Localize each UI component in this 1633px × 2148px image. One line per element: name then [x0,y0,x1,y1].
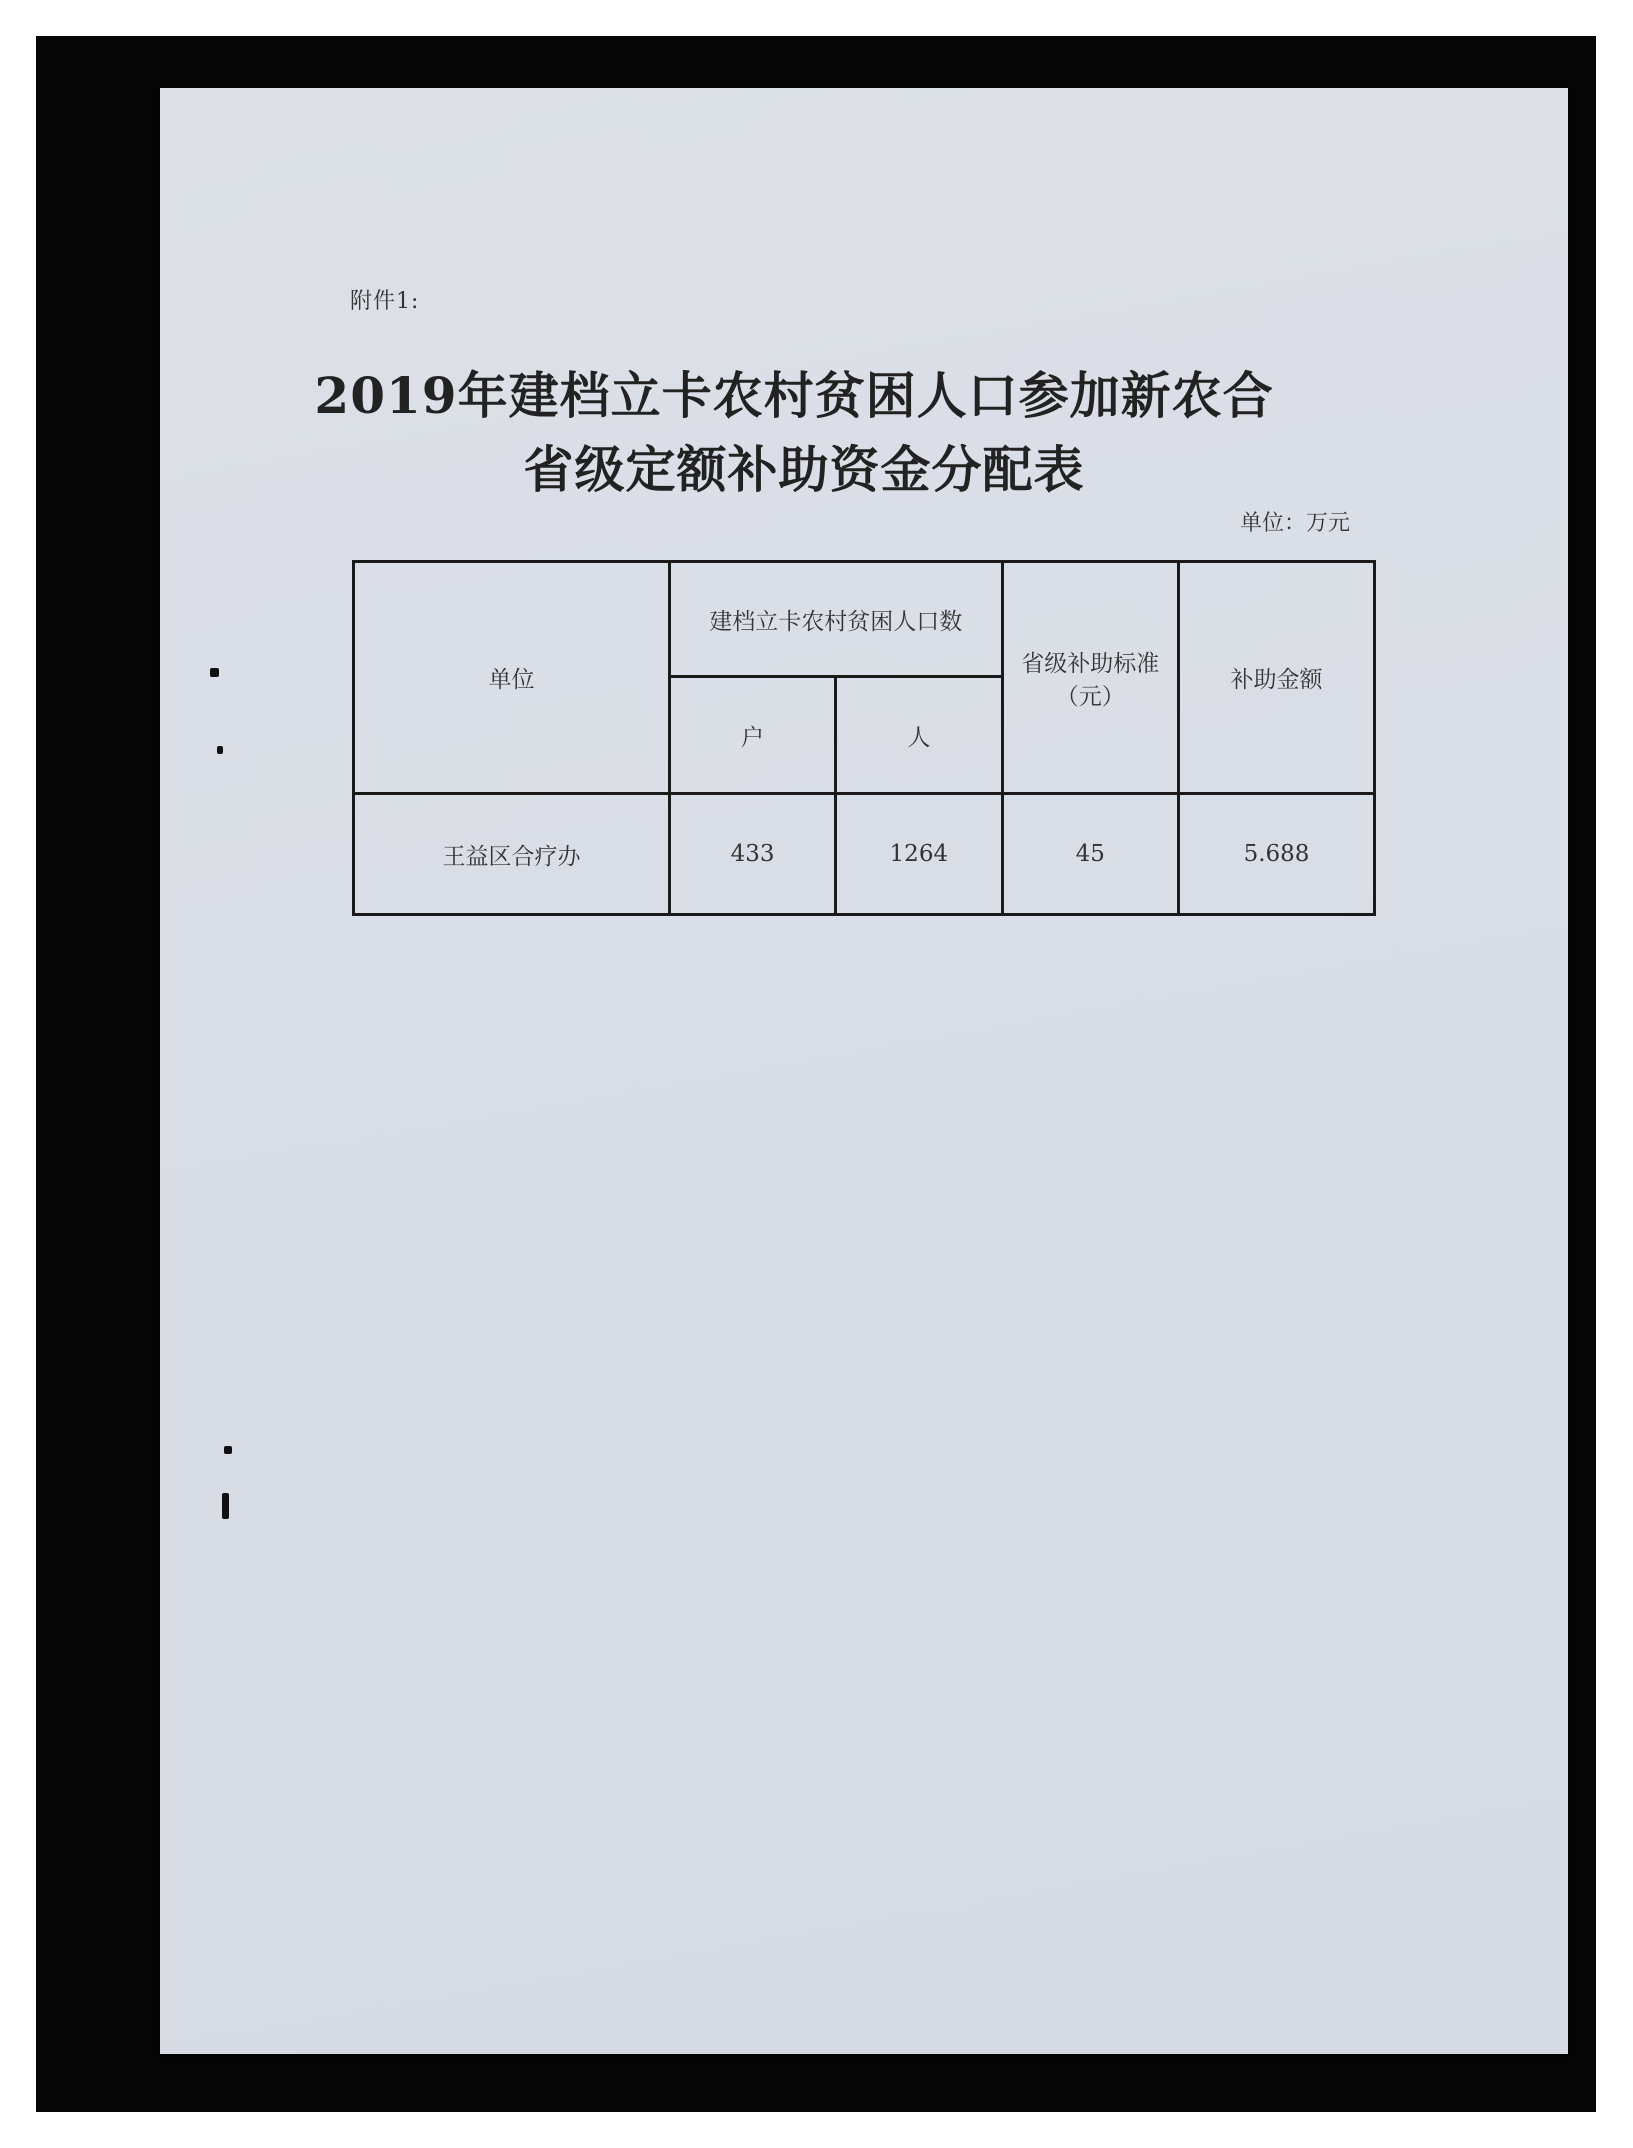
punch-hole-mark [222,1493,229,1519]
header-households: 户 [669,677,835,794]
document-page [160,88,1568,2054]
header-persons: 人 [836,677,1002,794]
header-population-group: 建档立卡农村贫困人口数 [669,562,1002,677]
cell-amount: 5.688 [1179,794,1375,915]
header-amount: 补助金额 [1179,562,1375,794]
cell-unit: 王益区合疗办 [354,794,670,915]
table-row [354,794,1375,915]
cell-persons: 1264 [836,794,1002,915]
punch-hole-mark [217,746,223,754]
cell-standard: 45 [1002,794,1178,915]
punch-hole-mark [224,1446,232,1454]
unit-note: 单位：万元 [1240,511,1351,536]
table-header-row [354,562,1375,677]
cell-households: 433 [669,794,835,915]
punch-hole-mark [210,668,219,677]
allocation-table [352,560,1376,916]
header-unit: 单位 [354,562,670,794]
scan-background [36,36,1596,2112]
header-standard: 省级补助标准（元） [1002,562,1178,794]
attachment-label: 附件1: [350,289,420,314]
document-title-line2: 省级定额补助资金分配表 [523,440,1085,499]
document-title-line1: 2019年建档立卡农村贫困人口参加新农合 [314,366,1274,425]
